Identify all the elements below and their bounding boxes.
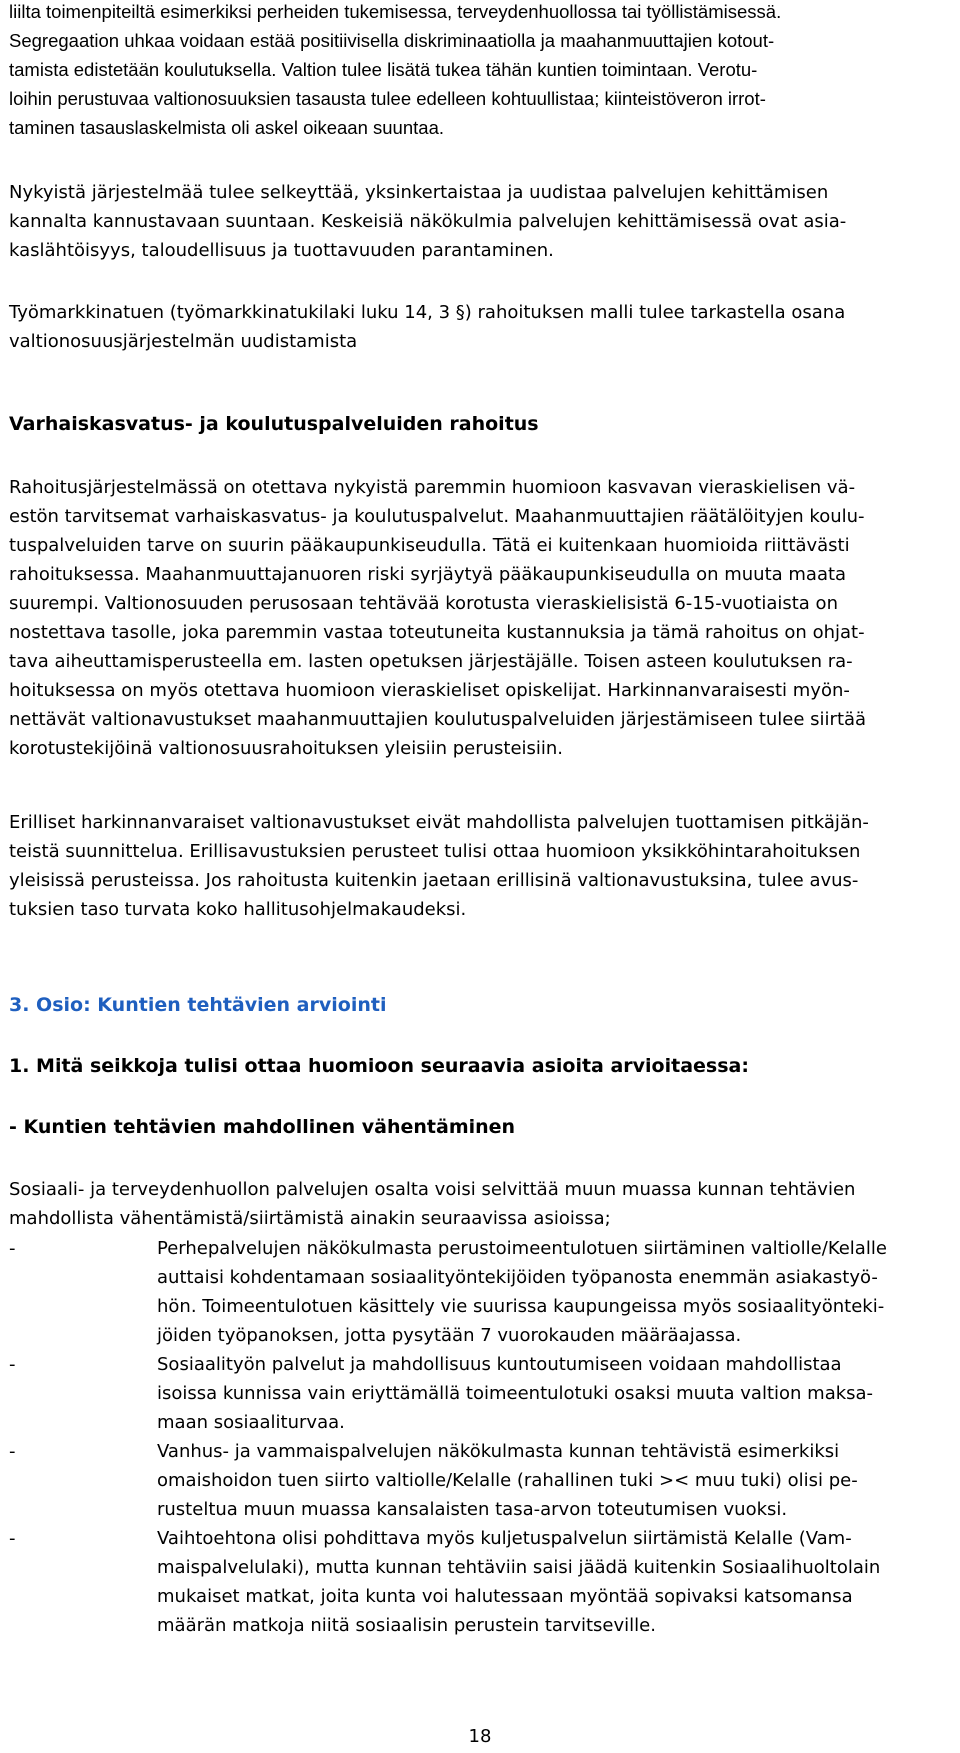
sub-heading-task-reduction: - Kuntien tehtävien mahdollinen vähentäminen — [9, 1116, 516, 1138]
question-heading: 1. Mitä seikkoja tulisi ottaa huomioon seuraavia asioita arvioitaessa: — [9, 1055, 749, 1077]
text-line: nettävät valtionavustukset maahanmuuttajien koulutuspalveluiden järjestämiseen tulee siirtää — [9, 709, 867, 730]
text-line: määrän matkoja niitä sosiaalisin perustein tarvitseville. — [157, 1615, 656, 1636]
paragraph-separate-grants — [9, 808, 954, 924]
paragraph-social-health — [9, 1175, 954, 1233]
text-line: Segregaation uhkaa voidaan estää positiivisella diskriminaatiolla ja maahanmuuttajien kotout- — [9, 30, 775, 51]
text-line: tuksien taso turvata koko hallitusohjelmakaudeksi. — [9, 899, 467, 920]
text-line: korotustekijöinä valtionosuusrahoituksen yleisiin perusteisiin. — [9, 738, 564, 759]
text-line: suurempi. Valtionosuuden perusosaan tehtävää korotusta vieraskielisistä 6-15-vuotiaista on — [9, 593, 838, 614]
text-line: taminen tasauslaskelmista oli askel oikeaan suuntaa. — [9, 117, 444, 138]
text-line: teistä suunnittelua. Erillisavustuksien perusteet tulisi ottaa huomioon yksikköhintarahoituksen — [9, 841, 861, 862]
text-line: omaishoidon tuen siirto valtiolle/Kelalle (rahallinen tuki >< muu tuki) olisi pe- — [157, 1470, 858, 1491]
paragraph-system-simplify — [9, 178, 954, 265]
text-line: tava aiheuttamisperusteella em. lasten opetuksen järjestäjälle. Toisen asteen koulutuksen ra- — [9, 651, 853, 672]
list-dash: - — [9, 1441, 16, 1462]
text-line: kaslähtöisyys, taloudellisuus ja tuottavuuden parantaminen. — [9, 240, 554, 261]
text-line: maispalvelulaki), mutta kunnan tehtäviin saisi jäädä kuitenkin Sosiaalihuoltolain — [157, 1557, 881, 1578]
text-line: Perhepalvelujen näkökulmasta perustoimeentulotuen siirtäminen valtiolle/Kelalle — [157, 1238, 887, 1259]
text-line: tamista edistetään koulutuksella. Valtion tulee lisätä tukea tähän kuntien toimintaan. Verotu- — [9, 59, 758, 80]
text-line: mahdollista vähentämistä/siirtämistä ainakin seuraavissa asioissa; — [9, 1208, 611, 1229]
text-line: nostettava tasolle, joka paremmin vastaa toteutuneita kustannuksia ja tämä rahoitus on ohjat- — [9, 622, 865, 643]
paragraph-funding-system — [9, 473, 954, 763]
text-line: liilta toimenpiteiltä esimerkiksi perheiden tukemisessa, terveydenhuollossa tai työllistämisessä. — [9, 1, 782, 22]
text-line: tuspalveluiden tarve on suurin pääkaupunkiseudulla. Tätä ei kuitenkaan huomioida riittävästi — [9, 535, 850, 556]
page-number: 18 — [468, 1726, 492, 1747]
list-item — [9, 1234, 960, 1350]
text-line: loihin perustuvaa valtionosuuksien tasausta tulee edelleen kohtuullistaa; kiinteistöveron irrot- — [9, 88, 766, 109]
text-line: hoituksessa on myös otettava huomioon vieraskieliset opiskelijat. Harkinnanvaraisesti myön- — [9, 680, 850, 701]
text-line: auttaisi kohdentamaan sosiaalityöntekijöiden työpanosta enemmän asiakastyö- — [157, 1267, 878, 1288]
list-dash: - — [9, 1238, 16, 1259]
text-line: hön. Toimeentulotuen käsittely vie suurissa kaupungeissa myös sosiaalityönteki- — [157, 1296, 885, 1317]
section-heading-early-education: Varhaiskasvatus- ja koulutuspalveluiden rahoitus — [9, 413, 539, 435]
list-dash: - — [9, 1528, 16, 1549]
text-line: Nykyistä järjestelmää tulee selkeyttää, yksinkertaistaa ja uudistaa palvelujen kehittämisen — [9, 182, 829, 203]
section-heading-osio-3: 3. Osio: Kuntien tehtävien arviointi — [9, 994, 387, 1016]
text-line: Vaihtoehtona olisi pohdittava myös kuljetuspalvelun siirtämistä Kelalle (Vam- — [157, 1528, 852, 1549]
paragraph-segregation — [9, 0, 954, 142]
text-line: Vanhus- ja vammaispalvelujen näkökulmasta kunnan tehtävistä esimerkiksi — [157, 1441, 840, 1462]
list-item — [9, 1437, 960, 1524]
text-line: jöiden työpanoksen, jotta pysytään 7 vuorokauden määräajassa. — [157, 1325, 742, 1346]
text-line: Työmarkkinatuen (työmarkkinatukilaki luku 14, 3 §) rahoituksen malli tulee tarkastella osana — [9, 302, 846, 323]
text-line: rahoituksessa. Maahanmuuttajanuoren riski syrjäytyä pääkaupunkiseudulla on muuta maata — [9, 564, 847, 585]
text-line: Sosiaalityön palvelut ja mahdollisuus kuntoutumiseen voidaan mahdollistaa — [157, 1354, 842, 1375]
list-item — [9, 1524, 960, 1640]
text-line: Erilliset harkinnanvaraiset valtionavustukset eivät mahdollista palvelujen tuottamisen pitkäjän- — [9, 812, 869, 833]
text-line: kannalta kannustavaan suuntaan. Keskeisiä näkökulmia palvelujen kehittämisessä ovat asia- — [9, 211, 847, 232]
paragraph-labour-market-subsidy — [9, 298, 954, 356]
text-line: isoissa kunnissa vain eriyttämällä toimeentulotuki osaksi muuta valtion maksa- — [157, 1383, 874, 1404]
text-line: yleisissä perusteissa. Jos rahoitusta kuitenkin jaetaan erillisinä valtionavustuksina, tulee avus- — [9, 870, 859, 891]
text-line: valtionosuusjärjestelmän uudistamista — [9, 331, 358, 352]
text-line: maan sosiaaliturvaa. — [157, 1412, 345, 1433]
text-line: Sosiaali- ja terveydenhuollon palvelujen osalta voisi selvittää muun muassa kunnan tehtävien — [9, 1179, 856, 1200]
text-line: mukaiset matkat, joita kunta voi halutessaan myöntää sopivaksi katsomansa — [157, 1586, 853, 1607]
text-line: rusteltua muun muassa kansalaisten tasa-arvon toteutumisen vuoksi. — [157, 1499, 788, 1520]
text-line: Rahoitusjärjestelmässä on otettava nykyistä paremmin huomioon kasvavan vieraskielisen vä- — [9, 477, 856, 498]
list-item — [9, 1350, 960, 1437]
list-dash: - — [9, 1354, 16, 1375]
task-list — [9, 1234, 960, 1640]
text-line: estön tarvitsemat varhaiskasvatus- ja koulutuspalvelut. Maahanmuuttajien räätälöityjen koulu- — [9, 506, 865, 527]
